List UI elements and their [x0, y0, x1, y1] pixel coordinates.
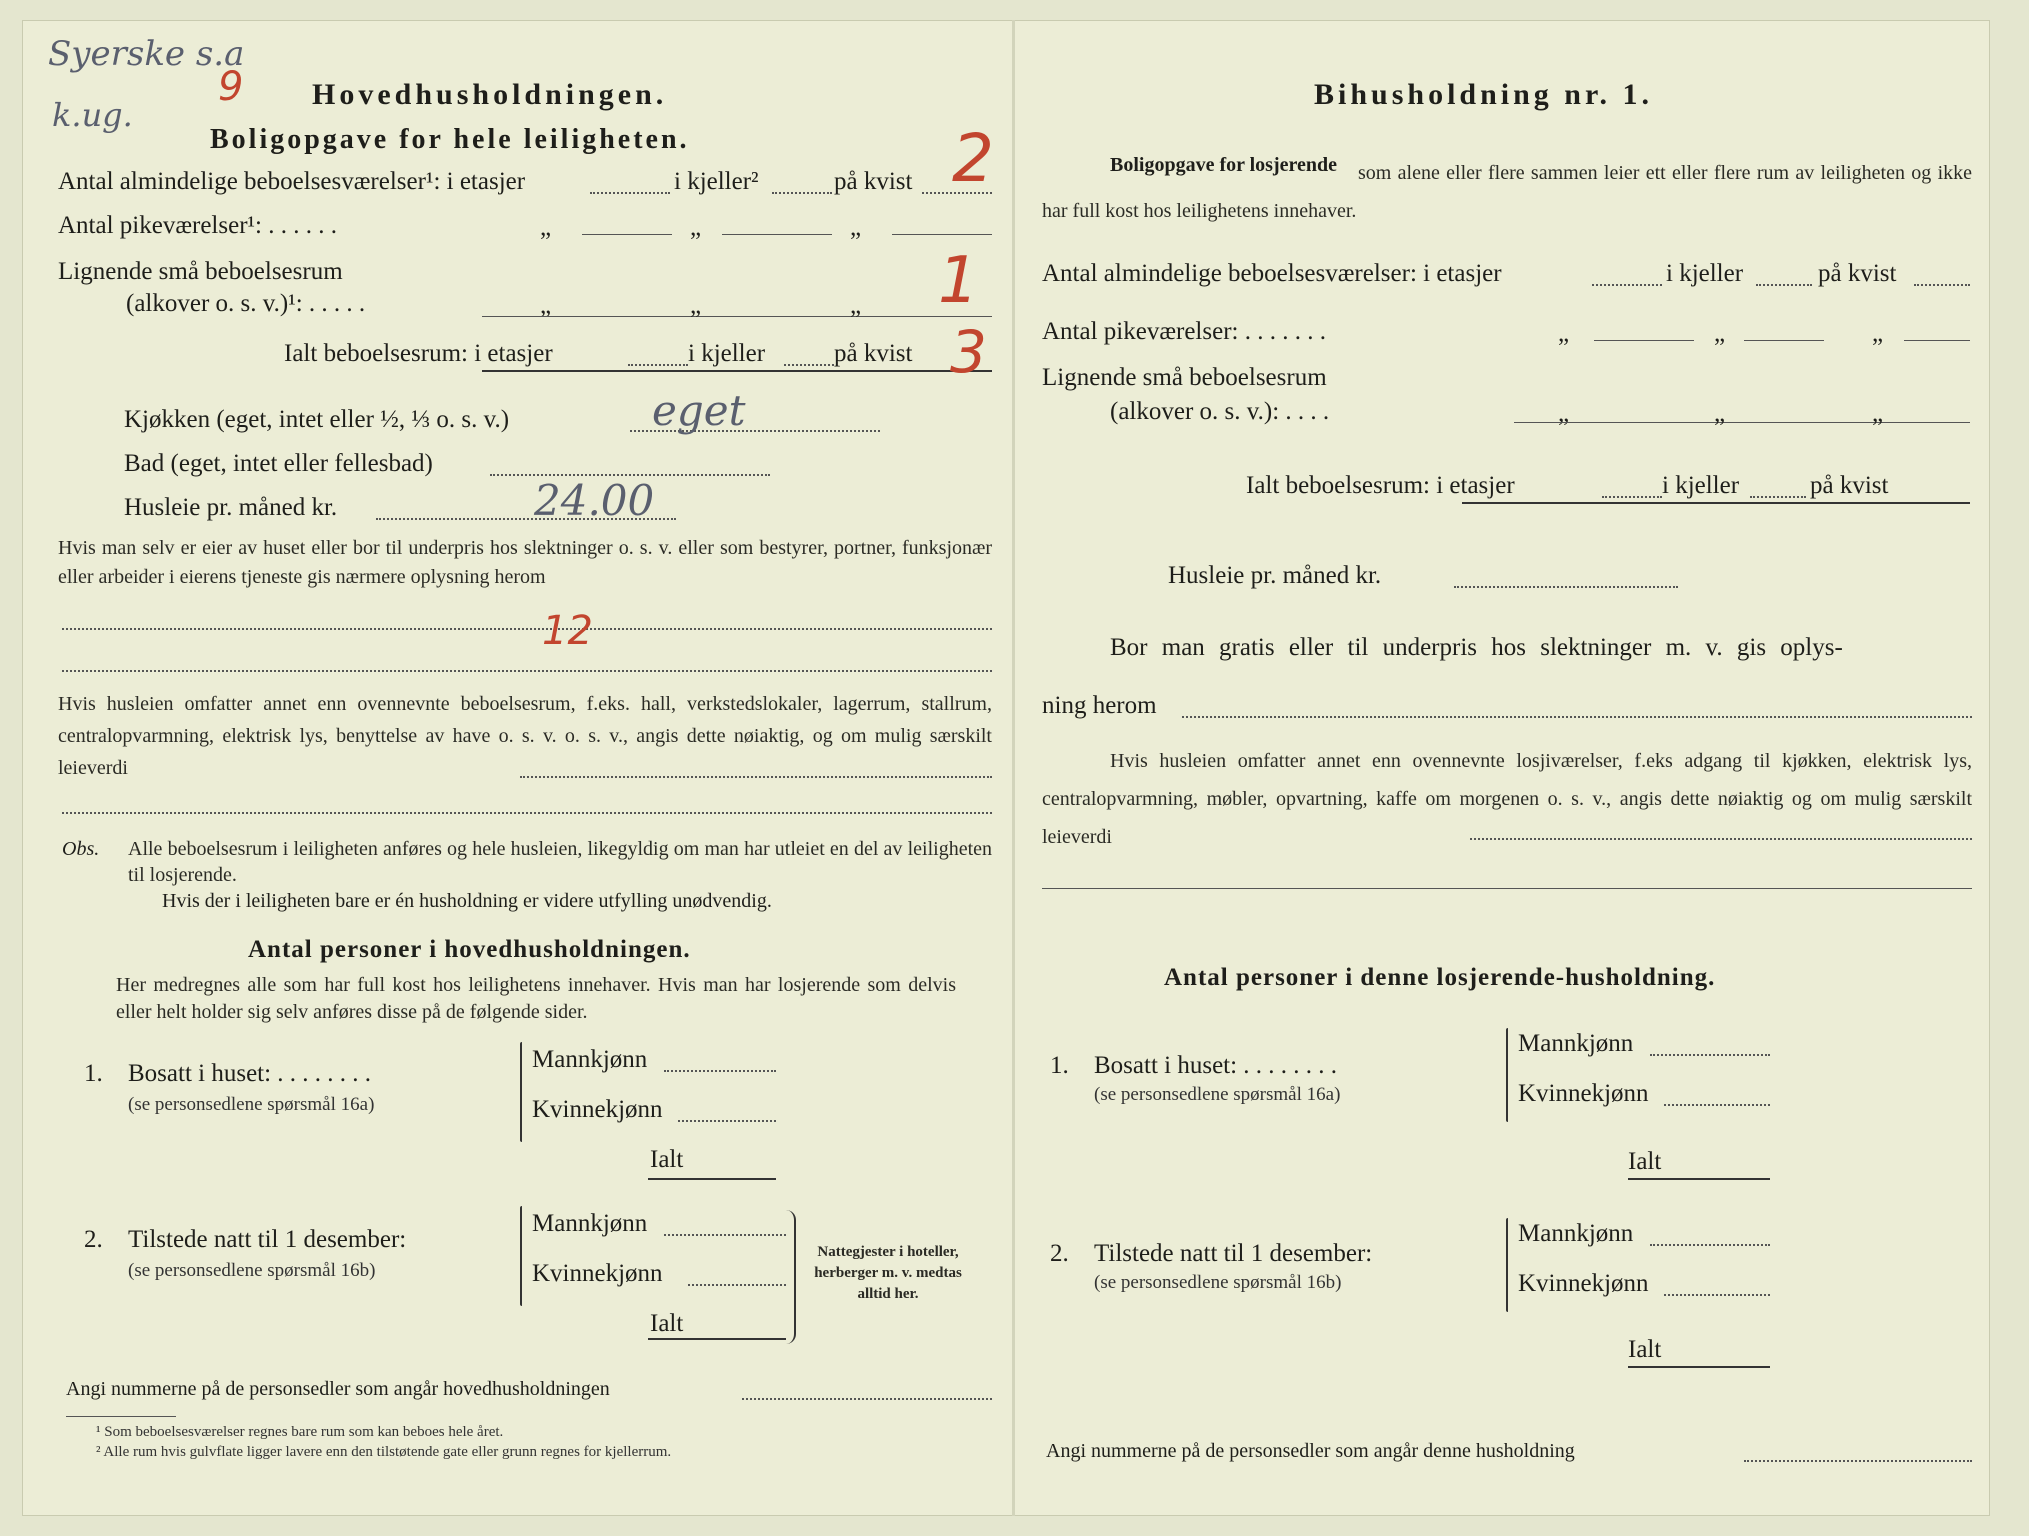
- q2-total-label: Ialt: [1628, 1336, 1662, 1363]
- ditto-mark: „: [1558, 320, 1570, 347]
- ditto-mark: „: [1714, 400, 1726, 427]
- question-1-sub: (se personsedlene spørsmål 16a): [1094, 1084, 1341, 1105]
- q1-male-field[interactable]: [1650, 1054, 1770, 1056]
- maid-rooms-floors-field[interactable]: [1594, 340, 1694, 341]
- q1-female-label: Kvinnekjønn: [532, 1096, 663, 1123]
- ditto-mark: „: [1558, 400, 1570, 427]
- alcove-rooms-field[interactable]: [482, 316, 992, 317]
- total-attic-label: på kvist: [1810, 472, 1889, 499]
- rent-includes-field[interactable]: [520, 776, 992, 778]
- owner-info-field-2[interactable]: [62, 670, 992, 672]
- handwritten-rent: 24.00: [534, 476, 655, 525]
- q2-female-field[interactable]: [1664, 1294, 1770, 1296]
- total-floors-field[interactable]: [1602, 496, 1662, 498]
- obs-label: Obs.: [62, 838, 100, 860]
- ditto-mark: „: [1872, 320, 1884, 347]
- total-basement-label: i kjeller: [688, 340, 766, 367]
- page-subtitle: Boligopgave for hele leiligheten.: [210, 124, 690, 155]
- handwritten-12: 12: [542, 608, 593, 654]
- handwritten-attic-rooms: 2: [952, 120, 994, 197]
- question-2-sub: (se personsedlene spørsmål 16b): [1094, 1272, 1342, 1293]
- ordinary-rooms-basement-field[interactable]: [772, 192, 832, 194]
- intro-paragraph: som alene eller flere sammen leier ett eller flere rum av leiligheten og ikke har full kost hos leilighetens innehaver.: [1042, 162, 1972, 222]
- question-2-label: Tilstede natt til 1 desember:: [1094, 1240, 1373, 1267]
- question-1-sub: (se personsedlene spørsmål 16a): [128, 1094, 375, 1115]
- maid-rooms-basement-field[interactable]: [1744, 340, 1824, 341]
- alcove-rooms-label: Lignende små beboelsesrum: [58, 258, 343, 285]
- attic-label: på kvist: [834, 168, 913, 195]
- brace: [1506, 1218, 1508, 1312]
- total-underline: [1462, 502, 1970, 504]
- rent-field[interactable]: [1454, 586, 1678, 588]
- ditto-mark: „: [690, 214, 702, 241]
- q2-female-field[interactable]: [688, 1284, 786, 1286]
- total-basement-field[interactable]: [1750, 496, 1806, 498]
- persons-heading: Antal personer i hovedhusholdningen.: [248, 936, 691, 963]
- brace: [520, 1042, 522, 1142]
- maid-rooms-label: Antal pikeværelser¹: . . . . . .: [58, 212, 337, 239]
- kitchen-label: Kjøkken (eget, intet eller ½, ⅓ o. s. v.): [124, 406, 510, 433]
- ordinary-rooms-basement-field[interactable]: [1756, 284, 1812, 286]
- total-underline: [482, 370, 992, 372]
- page-title: Bihusholdning nr. 1.: [1314, 78, 1654, 111]
- question-2-sub: (se personsedlene spørsmål 16b): [128, 1260, 376, 1281]
- intro-bold-text: Boligopgave for losjerende: [1110, 154, 1338, 176]
- census-form-sheet: [22, 20, 1990, 1516]
- owner-info-field[interactable]: [62, 628, 992, 630]
- brace: [1506, 1028, 1508, 1122]
- persons-heading: Antal personer i denne losjerende-husholdning.: [1164, 964, 1716, 991]
- right-page-sub-household: [1014, 20, 1990, 1516]
- handwritten-occupation: Syerske s.a: [48, 34, 245, 74]
- q1-male-label: Mannkjønn: [532, 1046, 648, 1073]
- question-1-label: Bosatt i huset: . . . . . . . .: [1094, 1052, 1338, 1079]
- rent-includes-paragraph: Hvis husleien omfatter annet enn ovennevnte beboelsesrum, f.eks. hall, verkstedslokaler, lagerrum, stallrum, centralopvarmning, elektrisk lys, benyttelse av have o. s. v. o. s. v., angis dette nøiaktig, og om mulig særskilt leieverdi: [58, 693, 992, 779]
- person-numbers-field[interactable]: [742, 1398, 992, 1400]
- handwritten-kitchen: eget: [652, 386, 746, 435]
- bath-label: Bad (eget, intet eller fellesbad): [124, 450, 433, 477]
- q1-total-field[interactable]: [1628, 1178, 1770, 1180]
- basement-label: i kjeller: [1666, 260, 1744, 287]
- q2-total-field[interactable]: [1628, 1366, 1770, 1368]
- brace-right: [786, 1210, 796, 1344]
- question-1-number: 1.: [1050, 1052, 1069, 1079]
- handwritten-number-9: 9: [218, 64, 244, 110]
- left-page-main-household: [22, 20, 1012, 1516]
- maid-rooms-label: Antal pikeværelser: . . . . . . .: [1042, 318, 1326, 345]
- rent-includes-field-2[interactable]: [62, 812, 992, 814]
- maid-rooms-basement-field[interactable]: [722, 234, 832, 235]
- ditto-mark: „: [1872, 400, 1884, 427]
- footnote-separator: [66, 1416, 176, 1417]
- alcove-rooms-label: Lignende små beboelsesrum: [1042, 364, 1327, 391]
- ditto-mark: „: [850, 214, 862, 241]
- gratis-paragraph: Bor man gratis eller til underpris hos slektninger m. v. gis oplys-: [1110, 634, 1843, 661]
- q2-female-label: Kvinnekjønn: [532, 1260, 663, 1287]
- q2-male-field[interactable]: [664, 1234, 786, 1236]
- person-numbers-label: Angi nummerne på de personsedler som angår denne husholdning: [1046, 1440, 1575, 1462]
- alcove-rooms-field[interactable]: [1514, 422, 1970, 423]
- ditto-mark: „: [540, 214, 552, 241]
- question-2-number: 2.: [1050, 1240, 1069, 1267]
- q2-male-label: Mannkjønn: [1518, 1220, 1634, 1247]
- q2-male-label: Mannkjønn: [532, 1210, 648, 1237]
- q1-total-label: Ialt: [1628, 1148, 1662, 1175]
- q1-male-label: Mannkjønn: [1518, 1030, 1634, 1057]
- q1-male-field[interactable]: [664, 1070, 776, 1072]
- ditto-mark: „: [540, 292, 552, 319]
- brace: [520, 1206, 522, 1306]
- q1-total-label: Ialt: [650, 1146, 684, 1173]
- person-numbers-label: Angi nummerne på de personsedler som angår hovedhusholdningen: [66, 1378, 610, 1400]
- ordinary-rooms-floors-field[interactable]: [590, 192, 670, 194]
- ordinary-rooms-floors-field[interactable]: [1592, 284, 1662, 286]
- alcove-rooms-label-sub: (alkover o. s. v.): . . . .: [1110, 398, 1330, 425]
- persons-paragraph: Her medregnes alle som har full kost hos leilighetens innehaver. Hvis man har losjerende som delvis eller helt holder sig selv anføres disse på de følgende sider.: [116, 974, 956, 1023]
- rent-includes-field[interactable]: [1470, 838, 1972, 840]
- q1-total-field[interactable]: [648, 1178, 776, 1180]
- ditto-mark: „: [690, 292, 702, 319]
- q2-total-label: Ialt: [650, 1310, 684, 1337]
- rent-includes-field-2[interactable]: [1042, 888, 1972, 889]
- person-numbers-field[interactable]: [1744, 1460, 1972, 1462]
- total-attic-label: på kvist: [834, 340, 913, 367]
- maid-rooms-attic-field[interactable]: [892, 234, 992, 235]
- basement-label: i kjeller²: [674, 168, 759, 195]
- rent-label: Husleie pr. måned kr.: [1168, 562, 1382, 589]
- gratis-field[interactable]: [1182, 716, 1972, 718]
- alcove-rooms-label-sub: (alkover o. s. v.)¹: . . . . .: [126, 290, 366, 317]
- page-title: Hovedhusholdningen.: [312, 78, 668, 111]
- q2-male-field[interactable]: [1650, 1244, 1770, 1246]
- total-rooms-label: Ialt beboelsesrum: i etasjer: [1246, 472, 1515, 499]
- question-2-number: 2.: [84, 1226, 103, 1253]
- rent-label: Husleie pr. måned kr.: [124, 494, 338, 521]
- q2-female-label: Kvinnekjønn: [1518, 1270, 1649, 1297]
- attic-label: på kvist: [1818, 260, 1897, 287]
- question-1-label: Bosatt i huset: . . . . . . . .: [128, 1060, 372, 1087]
- handwritten-alcove-rooms: 1: [938, 244, 979, 318]
- ditto-mark: „: [850, 292, 862, 319]
- ordinary-rooms-label: Antal almindelige beboelsesværelser: i etasjer: [1042, 260, 1502, 287]
- ordinary-rooms-label: Antal almindelige beboelsesværelser¹: i etasjer: [58, 168, 526, 195]
- footnote-1: ¹ Som beboelsesværelser regnes bare rum som kan beboes hele året.: [96, 1424, 504, 1440]
- q1-female-label: Kvinnekjønn: [1518, 1080, 1649, 1107]
- gratis-paragraph-2: ning herom: [1042, 692, 1157, 719]
- obs-paragraph-2: Hvis der i leiligheten bare er én husholdning er videre utfylling unødvendig.: [162, 890, 772, 912]
- handwritten-abbrev: k.ug.: [52, 96, 133, 134]
- question-1-number: 1.: [84, 1060, 103, 1087]
- maid-rooms-floors-field[interactable]: [582, 234, 672, 235]
- ditto-mark: „: [1714, 320, 1726, 347]
- total-rooms-label: Ialt beboelsesrum: i etasjer: [284, 340, 553, 367]
- q1-female-field[interactable]: [1664, 1104, 1770, 1106]
- overnight-guests-note: Nattegjester i hoteller, herberger m. v. medtas alltid her.: [814, 1244, 962, 1302]
- rent-includes-paragraph: Hvis husleien omfatter annet enn ovennevnte losjiværelser, f.eks adgang til kjøkken, elektrisk lys, centralopvarmning, møbler, opvartning, kaffe om morgenen o. s. v., angis dette nøiaktig og om mulig særskilt leieverdi: [1042, 750, 1972, 848]
- footnote-2: ² Alle rum hvis gulvflate ligger lavere enn den tilstøtende gate eller grunn regnes for kjellerrum.: [96, 1444, 672, 1460]
- total-basement-field[interactable]: [784, 364, 834, 366]
- owner-info-paragraph: Hvis man selv er eier av huset eller bor til underpris hos slektninger o. s. v. eller som bestyrer, portner, funksjonær eller arbeider i eierens tjeneste gis nærmere oplysning herom: [58, 537, 992, 588]
- total-floors-field[interactable]: [628, 364, 688, 366]
- handwritten-total-rooms: 3: [950, 318, 987, 386]
- obs-paragraph: Alle beboelsesrum i leiligheten anføres og hele husleien, likegyldig om man har utleiet en del av leiligheten til losjerende.: [128, 838, 992, 886]
- maid-rooms-attic-field[interactable]: [1904, 340, 1970, 341]
- total-basement-label: i kjeller: [1662, 472, 1740, 499]
- question-2-label: Tilstede natt til 1 desember:: [128, 1226, 407, 1253]
- q2-total-field[interactable]: [648, 1338, 786, 1340]
- ordinary-rooms-attic-field[interactable]: [1914, 284, 1970, 286]
- q1-female-field[interactable]: [678, 1120, 776, 1122]
